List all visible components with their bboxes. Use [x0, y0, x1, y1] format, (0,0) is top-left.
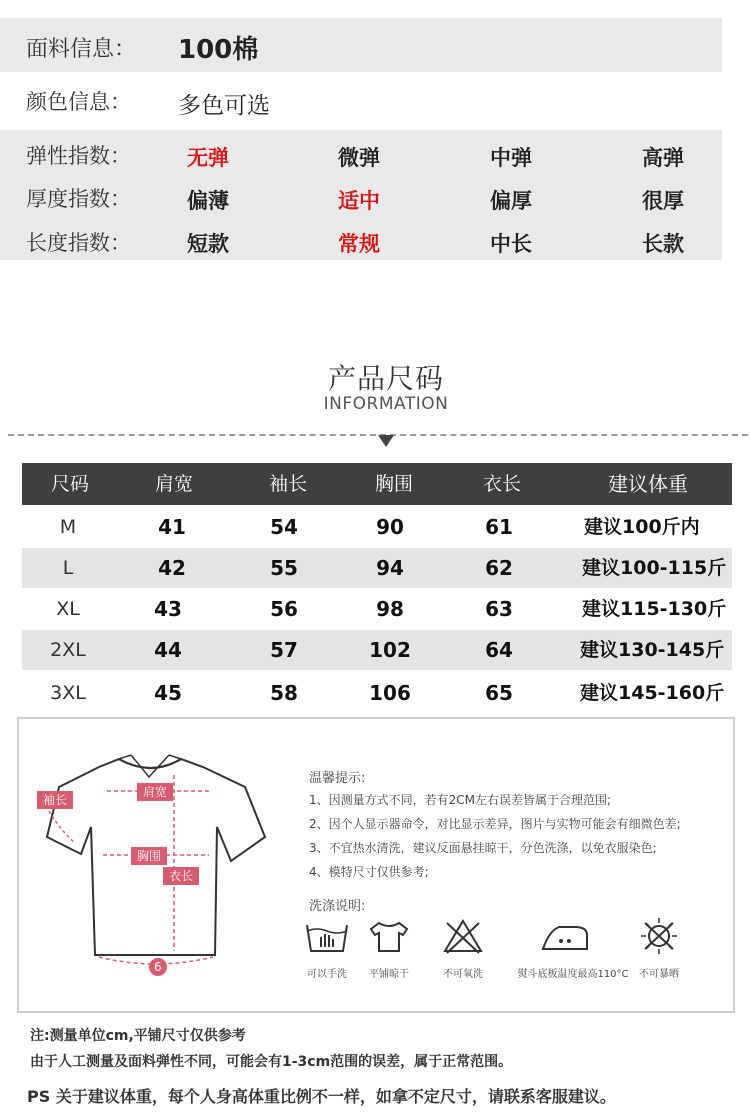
weight-cell: 建议115-130斤: [582, 598, 727, 620]
weight-cell: 建议100斤内: [584, 516, 700, 538]
sleeve-cell: 57: [270, 638, 298, 662]
length-tag: 衣长: [163, 867, 199, 885]
sleeve-cell: 56: [270, 597, 298, 621]
elasticity-label: 弹性指数：: [26, 144, 131, 168]
length-label: 长度指数：: [26, 231, 131, 255]
tip-1: 1、因测量方式不同，若有2CM左右误差皆属于合理范围;: [309, 793, 612, 807]
measurement-panel: [17, 717, 735, 1013]
shoulder-cell: 44: [154, 638, 182, 662]
chest-cell: 90: [376, 515, 404, 539]
hand-wash-icon: [297, 917, 357, 957]
length-option-1: 短款: [187, 232, 229, 256]
header-sleeve: 袖长: [268, 473, 307, 495]
table-row: [22, 507, 732, 547]
thickness-option-2: 适中: [338, 189, 380, 213]
shoulder-cell: 45: [154, 681, 182, 705]
thickness-option-1: 偏薄: [187, 189, 229, 213]
sleeve-cell: 54: [270, 515, 298, 539]
material-label: 面料信息：: [26, 37, 137, 62]
down-triangle-icon: [378, 435, 394, 447]
chest-cell: 94: [376, 556, 404, 580]
table-row: [22, 589, 732, 629]
table-row: [22, 673, 732, 713]
length-cell: 64: [485, 638, 513, 662]
color-label: 颜色信息：: [26, 90, 131, 114]
length-option-4: 长款: [642, 232, 684, 256]
care-label-2: 平铺晾干: [369, 969, 409, 980]
tip-4: 4、模特尺寸仅供参考;: [309, 865, 429, 879]
flat-dry-icon: [359, 917, 419, 957]
chest-cell: 102: [369, 638, 411, 662]
section-title: 产品尺码: [327, 362, 444, 395]
tip-2: 2、因个人显示器命令，对比显示差异，图片与实物可能会有细微色差;: [309, 817, 681, 831]
care-label-3: 不可氧洗: [443, 969, 483, 980]
sleeve-cell: 58: [270, 681, 298, 705]
thickness-option-3: 偏厚: [490, 189, 532, 213]
size-cell: XL: [56, 598, 80, 620]
care-label-1: 可以手洗: [307, 969, 347, 980]
iron-icon: [535, 917, 595, 957]
elasticity-option-3: 中弹: [490, 146, 532, 170]
size-cell: L: [62, 557, 74, 579]
length-cell: 62: [485, 556, 513, 580]
wash-title: 洗涤说明:: [309, 899, 366, 914]
note-error: 由于人工测量及面料弹性不同，可能会有1-3cm范围的误差，属于正常范围。: [30, 1054, 513, 1070]
hem-tag: 6: [149, 958, 167, 976]
chest-cell: 106: [369, 681, 411, 705]
elasticity-option-2: 微弹: [338, 146, 380, 170]
size-table-header: [22, 463, 732, 505]
chest-tag: 胸围: [131, 847, 167, 865]
note-unit: 注:测量单位cm,平铺尺寸仅供参考: [30, 1028, 246, 1044]
shoulder-cell: 43: [154, 597, 182, 621]
length-cell: 65: [485, 681, 513, 705]
header-weight: 建议体重: [608, 472, 688, 496]
sleeve-tag: 袖长: [37, 791, 73, 809]
header-size: 尺码: [50, 473, 89, 495]
size-cell: 3XL: [50, 682, 86, 704]
elasticity-option-4: 高弹: [642, 146, 684, 170]
chest-cell: 98: [376, 597, 404, 621]
header-chest: 胸围: [374, 473, 413, 495]
section-subtitle: INFORMATION: [323, 394, 449, 414]
length-option-2: 常规: [338, 232, 380, 256]
no-bleach-icon: [433, 917, 493, 957]
table-row: [22, 548, 732, 588]
length-cell: 61: [485, 515, 513, 539]
shoulder-cell: 42: [158, 556, 186, 580]
material-value: 100棉: [178, 35, 259, 65]
elasticity-option-1: 无弹: [187, 146, 229, 170]
care-label-4: 熨斗底板温度最高110°C: [517, 969, 629, 980]
no-sun-icon: [629, 915, 689, 955]
length-cell: 63: [485, 597, 513, 621]
weight-cell: 建议100-115斤: [582, 557, 727, 579]
length-option-3: 中长: [490, 232, 532, 256]
weight-cell: 建议145-160斤: [580, 682, 725, 704]
weight-cell: 建议130-145斤: [580, 639, 725, 661]
sleeve-cell: 55: [270, 556, 298, 580]
table-row: [22, 630, 732, 670]
color-value: 多色可选: [178, 93, 270, 119]
size-cell: M: [59, 516, 77, 538]
header-shoulder: 肩宽: [154, 473, 193, 495]
thickness-label: 厚度指数：: [26, 187, 131, 211]
tip-3: 3、不宜热水清洗，建议反面悬挂晾干，分色洗涤，以免衣服染色;: [309, 841, 657, 855]
shoulder-cell: 41: [158, 515, 186, 539]
header-length: 衣长: [482, 473, 521, 495]
tips-title: 温馨提示:: [309, 771, 366, 786]
thickness-option-4: 很厚: [642, 189, 684, 213]
care-label-5: 不可暴晒: [639, 969, 679, 980]
shoulder-tag: 肩宽: [137, 783, 173, 801]
size-cell: 2XL: [50, 639, 86, 661]
note-ps: PS 关于建议体重，每个人身高体重比例不一样，如拿不定尺寸，请联系客服建议。: [27, 1087, 616, 1106]
